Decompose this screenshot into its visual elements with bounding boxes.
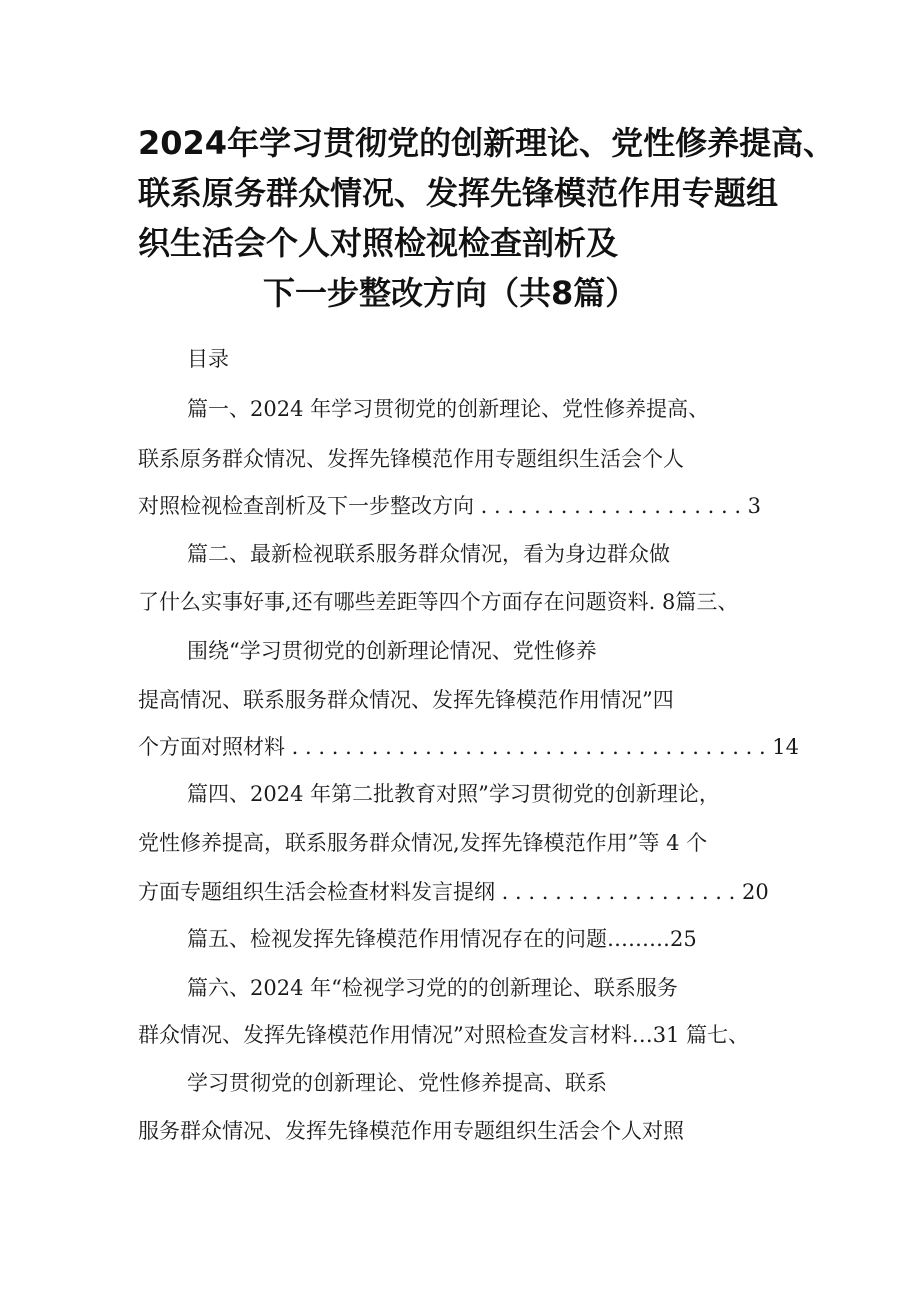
toc-entry-2-line-2: 了什么实事好事,还有哪些差距等四个方面存在问题资料. 8篇三、 [138, 590, 739, 614]
toc-entry-2-line-1: 篇二、最新检视联系服务群众情况，看为身边群众做 [187, 542, 670, 566]
title-line-2: 联系原务群众情况、发挥先锋模范作用专题组 [138, 174, 779, 212]
toc-entry-3-line-3: 个方面对照材料 . . . . . . . . . . . . . . . . . . . . . . . . . . . . . . . . . . . . 14 [138, 735, 800, 759]
toc-entry-6-line-2: 群众情况、发挥先锋模范作用情况”对照检查发言材料…31 篇七、 [138, 1023, 750, 1047]
title-line-4: 下一步整改方向（共8篇） [263, 274, 638, 312]
title-line-3: 织生活会个人对照检视检查剖析及 [138, 224, 619, 262]
title-line-1: 2024年学习贯彻党的创新理论、党性修养提高、 [138, 124, 836, 162]
toc-entry-1-line-3: 对照检视检查剖析及下一步整改方向 . . . . . . . . . . . . . . . . . . . . 3 [138, 494, 762, 518]
toc-entry-6-line-1: 篇六、2024 年“检视学习党的的创新理论、联系服务 [187, 976, 678, 1000]
toc-entry-4-line-1: 篇四、2024 年第二批教育对照”学习贯彻党的创新理论， [187, 782, 720, 806]
toc-entry-3-line-2: 提高情况、联系服务群众情况、发挥先锋模范作用情况”四 [138, 688, 674, 712]
toc-entry-7-line-1: 学习贯彻党的创新理论、党性修养提高、联系 [187, 1071, 607, 1095]
document-title [138, 118, 836, 318]
toc-entry-1-line-2: 联系原务群众情况、发挥先锋模范作用专题组织生活会个人 [138, 447, 684, 471]
toc-entry-1-line-1: 篇一、2024 年学习贯彻党的创新理论、党性修养提高、 [187, 397, 710, 421]
toc-entry-4-line-2: 党性修养提高，联系服务群众情况,发挥先锋模范作用”等 4 个 [138, 831, 708, 855]
toc-heading: 目录 [187, 347, 229, 371]
toc-entry-4-line-3: 方面专题组织生活会检查材料发言提纲 . . . . . . . . . . . . . . . . . . 20 [138, 880, 769, 904]
toc-entry-3-line-1: 围绕“学习贯彻党的创新理论情况、党性修养 [187, 639, 597, 663]
toc-entry-5: 篇五、检视发挥先锋模范作用情况存在的问题………25 [187, 927, 697, 951]
toc-entry-7-line-2: 服务群众情况、发挥先锋模范作用专题组织生活会个人对照 [138, 1119, 684, 1143]
